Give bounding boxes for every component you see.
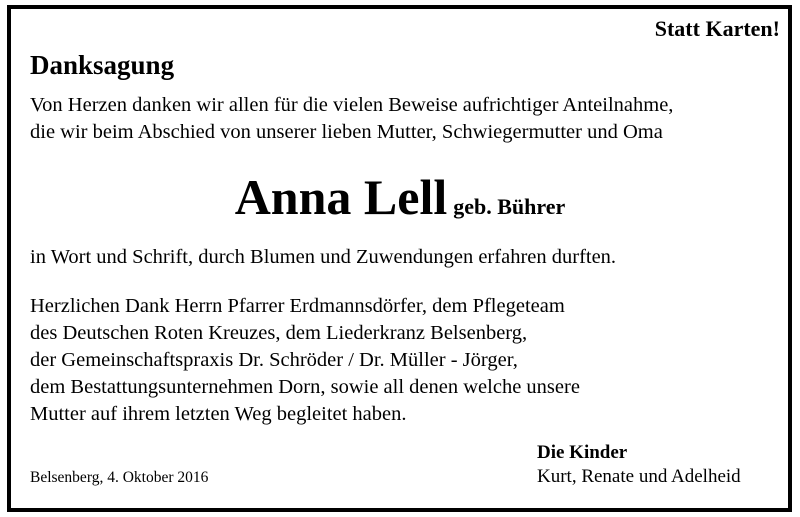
- deceased-name-row: [0, 168, 800, 226]
- acknowledgement-line: des Deutschen Roten Kreuzes, dem Liederkranz Belsenberg,: [30, 322, 528, 344]
- place-date: Belsenberg, 4. Oktober 2016: [30, 469, 209, 486]
- acknowledgement-line: Mutter auf ihrem letzten Weg begleitet haben.: [30, 403, 407, 425]
- acknowledgement-line: Herzlichen Dank Herrn Pfarrer Erdmannsdörfer, dem Pflegeteam: [30, 295, 565, 317]
- notice-title: Danksagung: [30, 50, 175, 80]
- acknowledgement-line: der Gemeinschaftspraxis Dr. Schröder / Dr. Müller - Jörger,: [30, 349, 518, 371]
- intro-paragraph: [30, 92, 673, 146]
- acknowledgement-line: dem Bestattungsunternehmen Dorn, sowie all denen welche unsere: [30, 376, 580, 398]
- birth-name: geb. Bührer: [453, 194, 566, 219]
- intro-line: Von Herzen danken wir allen für die vielen Beweise aufrichtiger Anteilnahme,: [30, 94, 674, 116]
- acknowledgements-paragraph: [30, 293, 580, 428]
- signature-title: Die Kinder: [537, 442, 628, 463]
- signature-names: Kurt, Renate und Adelheid: [537, 466, 741, 487]
- thanks-paragraph: in Wort und Schrift, durch Blumen und Zuwendungen erfahren durften.: [30, 246, 617, 268]
- deceased-name: Anna Lell: [234, 169, 448, 225]
- intro-line: die wir beim Abschied von unserer lieben Mutter, Schwiegermutter und Oma: [30, 121, 663, 143]
- statt-karten-label: Statt Karten!: [654, 16, 780, 41]
